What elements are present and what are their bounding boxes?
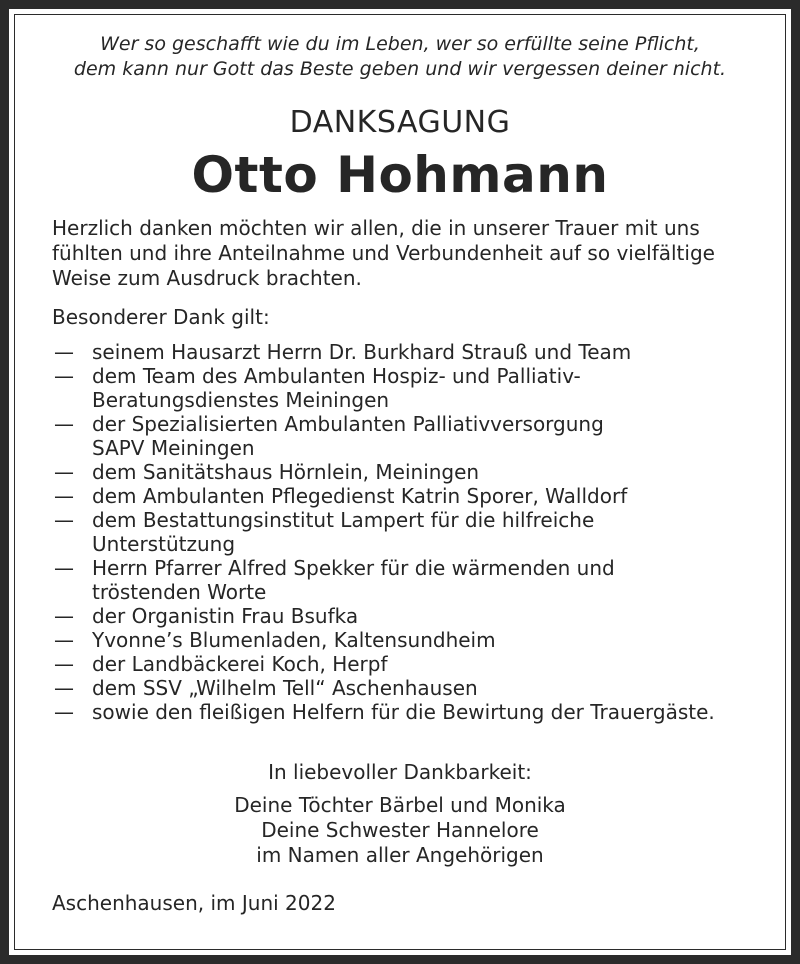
dash-bullet: — [54,700,74,724]
thanks-list [52,340,772,724]
signer-line: Deine Töchter Bärbel und Monika [234,793,566,817]
dash-bullet: — [54,364,74,388]
thanks-item-line: dem Ambulanten Pflegedienst Katrin Sporer, Walldorf [92,484,628,508]
dash-bullet: — [54,484,74,508]
dash-bullet: — [54,412,74,436]
thanks-item-line: seinem Hausarzt Herrn Dr. Burkhard Strauß und Team [92,340,632,364]
thanks-item-line: der Spezialisierten Ambulanten Palliativversorgung [92,412,604,436]
thanks-item [52,484,772,508]
thanks-item-line: sowie den fleißigen Helfern für die Bewirtung der Trauergäste. [92,700,715,724]
thanks-item [52,556,772,604]
dash-bullet: — [54,676,74,700]
thanks-item [52,604,772,628]
signer-line: im Namen aller Angehörigen [256,843,544,867]
thanks-item-line: Yvonne’s Blumenladen, Kaltensundheim [92,628,496,652]
thanks-item [52,412,772,460]
intro-line: Weise zum Ausdruck brachten. [52,266,362,290]
heading: DANKSAGUNG [289,105,511,140]
dash-bullet: — [54,508,74,532]
thanks-item-line: dem Team des Ambulanten Hospiz- und Palliativ- [92,364,581,388]
dash-bullet: — [54,460,74,484]
dash-bullet: — [54,340,74,364]
thanks-item [52,508,772,556]
thanks-item-line: Beratungsdienstes Meiningen [92,388,390,412]
thanks-item [52,652,772,676]
thanks-item-line: der Organistin Frau Bsufka [92,604,359,628]
signers [0,793,800,868]
thanks-item-line: Herrn Pfarrer Alfred Spekker für die wärmenden und [92,556,615,580]
dash-bullet: — [54,604,74,628]
thanks-item-line: tröstenden Worte [92,580,267,604]
intro-line: fühlten und ihre Anteilnahme und Verbundenheit auf so vielfältige [52,241,715,265]
thanks-item [52,676,772,700]
signer-line: Deine Schwester Hannelore [261,818,539,842]
thanks-item [52,340,772,364]
dash-bullet: — [54,628,74,652]
intro-line: Herzlich danken möchten wir allen, die in unserer Trauer mit uns [52,216,700,240]
thanks-item-line: Unterstützung [92,532,236,556]
thanks-item-line: dem Sanitätshaus Hörnlein, Meiningen [92,460,480,484]
thanks-item [52,700,772,724]
intro-paragraph [52,216,772,291]
thanks-item-line: dem Bestattungsinstitut Lampert für die hilfreiche [92,508,595,532]
thanks-item [52,364,772,412]
motto-line: Wer so geschafft wie du im Leben, wer so erfüllte seine Pflicht, [100,33,700,55]
dash-bullet: — [54,556,74,580]
deceased-name: Otto Hohmann [191,146,609,204]
motto-line: dem kann nur Gott das Beste geben und wir vergessen deiner nicht. [73,58,727,80]
thanks-item-line: dem SSV „Wilhelm Tell“ Aschenhausen [92,676,478,700]
special-thanks-label: Besonderer Dank gilt: [52,305,270,329]
place-date: Aschenhausen, im Juni 2022 [52,891,336,915]
thanks-item [52,628,772,652]
motto-verse [0,32,800,82]
closing-line: In liebevoller Dankbarkeit: [268,760,532,784]
thanks-item [52,460,772,484]
dash-bullet: — [54,652,74,676]
thanks-item-line: SAPV Meiningen [92,436,255,460]
thanks-item-line: der Landbäckerei Koch, Herpf [92,652,388,676]
